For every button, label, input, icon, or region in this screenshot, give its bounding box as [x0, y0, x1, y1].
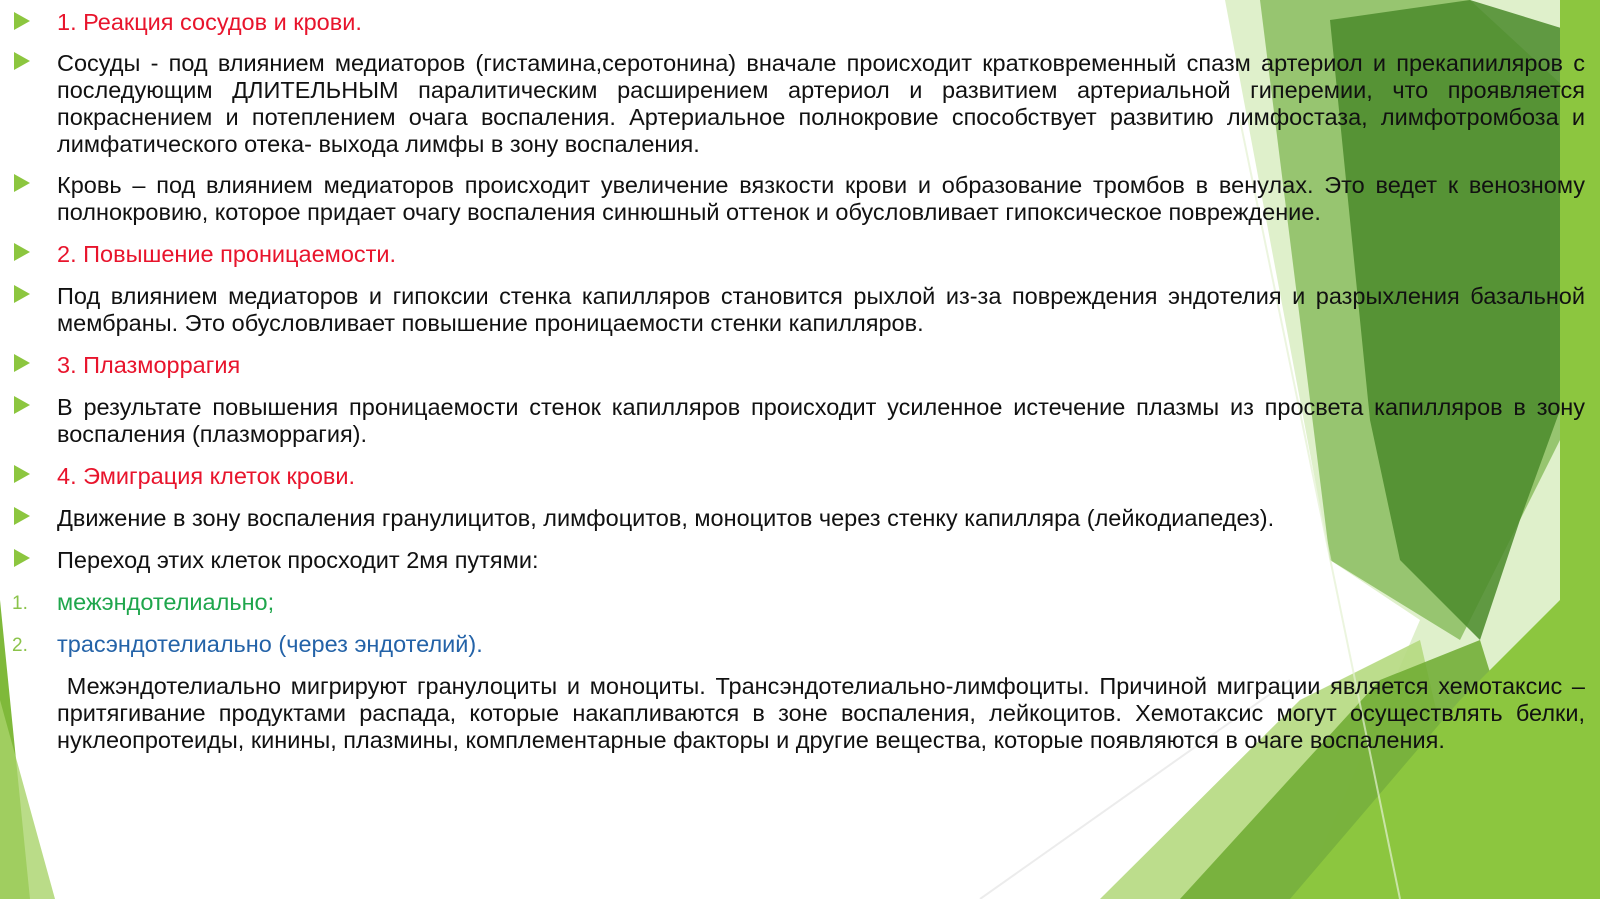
bullet-triangle-icon: [14, 507, 30, 525]
heading-plasmorrhagia: 3. Плазморрагия: [57, 352, 241, 378]
bullet-triangle-icon: [14, 12, 30, 30]
bullet-triangle-icon: [14, 52, 30, 70]
heading-permeability: 2. Повышение проницаемости.: [57, 241, 397, 267]
paragraph-chemotaxis: Межэндотелиально мигрируют гранулоциты и моноциты. Трансэндотелиально-лимфоциты. Причиной миграции является хемотаксис – притягивание продуктами распада, которые накапливаются в зоне воспаления, лейкоцитов. Хемотаксис могут осуществлять белки, нуклеопротеиды, кинины, плазмины, комплементарные факторы и другие вещества, которые появляются в очаге воспаления.: [57, 673, 1592, 753]
paragraph-permeability: Под влиянием медиаторов и гипоксии стенка капилляров становится рыхлой из-за повреждения эндотелия и разрыхления базальной мембраны. Это обусловливает повышение проницаемости стенки капилляров.: [57, 283, 1585, 336]
paragraph-plasmorrhagia: В результате повышения проницаемости стенок капилляров происходит усиленное истечение плазмы из просвета капилляров в зону воспаления (плазморрагия).: [57, 394, 1585, 447]
bullet-triangle-icon: [14, 354, 30, 372]
heading-vessel-blood-reaction: 1. Реакция сосудов и крови.: [57, 9, 362, 35]
paragraph-vessels: Сосуды - под влиянием медиаторов (гистамина,серотонина) вначале происходит кратковременный спазм артериол и прекапииляров с последующим ДЛИТЕЛЬНЫМ паралитическим расширением артериол и развитием артериальной гиперемии, что проявляется покраснением и потеплением очага воспаления. Артериальное полнокровие способствует развитию лимфостаза, лимфотромбоза и лимфатического отека- выхода лимфы в зону воспаления.: [57, 50, 1585, 157]
list-item-interendothelial: межэндотелиально;: [57, 589, 275, 615]
heading-emigration: 4. Эмиграция клеток крови.: [57, 463, 356, 489]
bullet-triangle-icon: [14, 174, 30, 192]
bullet-triangle-icon: [14, 285, 30, 303]
bullet-triangle-icon: [14, 243, 30, 261]
list-number: 2.: [12, 635, 28, 656]
bullet-triangle-icon: [14, 549, 30, 567]
bullet-triangle-icon: [14, 396, 30, 414]
bullet-triangle-icon: [14, 465, 30, 483]
paragraph-emigration: Движение в зону воспаления гранулицитов, лимфоцитов, моноцитов через стенку капилляра (лейкодиапедез).: [57, 505, 1275, 531]
paragraph-blood: Кровь – под влиянием медиаторов происходит увеличение вязкости крови и образование тромбов в венулах. Это ведет к венозному полнокровию, которое придает очагу воспаления синюшный оттенок и обусловливает гипоксическое повреждение.: [57, 172, 1585, 225]
list-item-transendothelial: трасэндотелиально (через эндотелий).: [57, 631, 483, 657]
list-number: 1.: [12, 593, 28, 614]
paragraph-two-ways: Переход этих клеток просходит 2мя путями:: [57, 547, 539, 573]
